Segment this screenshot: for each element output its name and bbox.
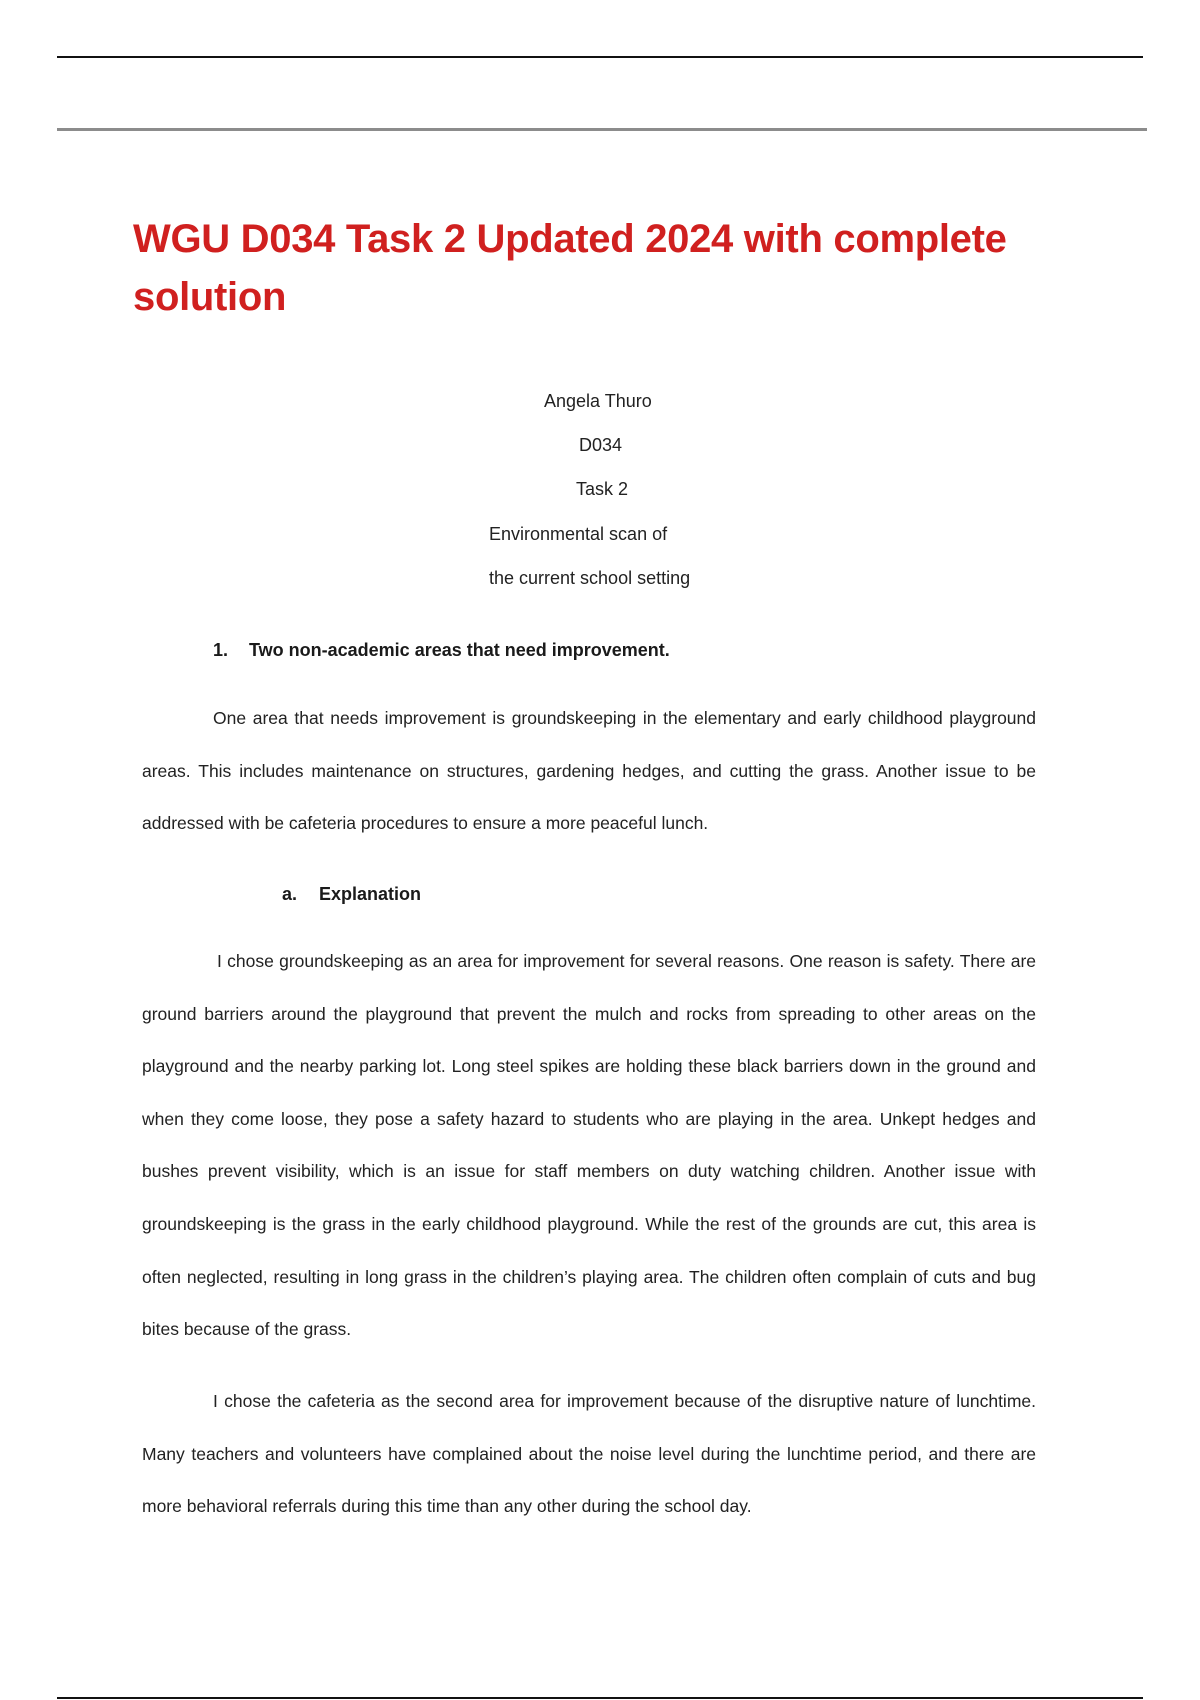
course-code: D034 xyxy=(579,435,623,455)
task-label: Task 2 xyxy=(576,479,629,499)
explanation-paragraph-2: I chose the cafeteria as the second area for improvement because of the disruptive nature of lunchtime. Many teachers and volunteers have complained about the noise level during the lunchtime period, and there are more behavioral referrals during this time than any other during the school day. xyxy=(142,1391,1036,1517)
section-1a-number: a. xyxy=(282,884,298,904)
section-1-paragraph: One area that needs improvement is groundskeeping in the elementary and early childhood playground areas. This includes maintenance on structures, gardening hedges, and cutting the grass. Another issue to be addressed with be cafeteria procedures to ensure a more peaceful lunch. xyxy=(142,708,1036,834)
author-name: Angela Thuro xyxy=(544,391,652,411)
document-title: WGU D034 Task 2 Updated 2024 with complete solution xyxy=(133,217,1007,319)
section-1a-heading: Explanation xyxy=(319,884,422,904)
subject-line-1: Environmental scan of xyxy=(489,524,668,544)
section-1-heading: Two non-academic areas that need improvement. xyxy=(249,640,670,660)
section-1-number: 1. xyxy=(213,640,229,660)
page-top-rule xyxy=(57,56,1143,58)
header-divider xyxy=(57,128,1147,131)
subject-line-2: the current school setting xyxy=(489,568,691,588)
explanation-paragraph-1: I chose groundskeeping as an area for improvement for several reasons. One reason is safety. There are ground barriers around the playground that prevent the mulch and rocks from spreading to other areas on the playground and the nearby parking lot. Long steel spikes are holding these black barriers down in the ground and when they come loose, they pose a safety hazard to students who are playing in the area. Unkept hedges and bushes prevent visibility, which is an issue for staff members on duty watching children. Another issue with groundskeeping is the grass in the early childhood playground. While the rest of the grounds are cut, this area is often neglected, resulting in long grass in the children’s playing area. The children often complain of cuts and bug bites because of the grass. xyxy=(142,951,1036,1340)
page-bottom-rule xyxy=(57,1697,1143,1699)
